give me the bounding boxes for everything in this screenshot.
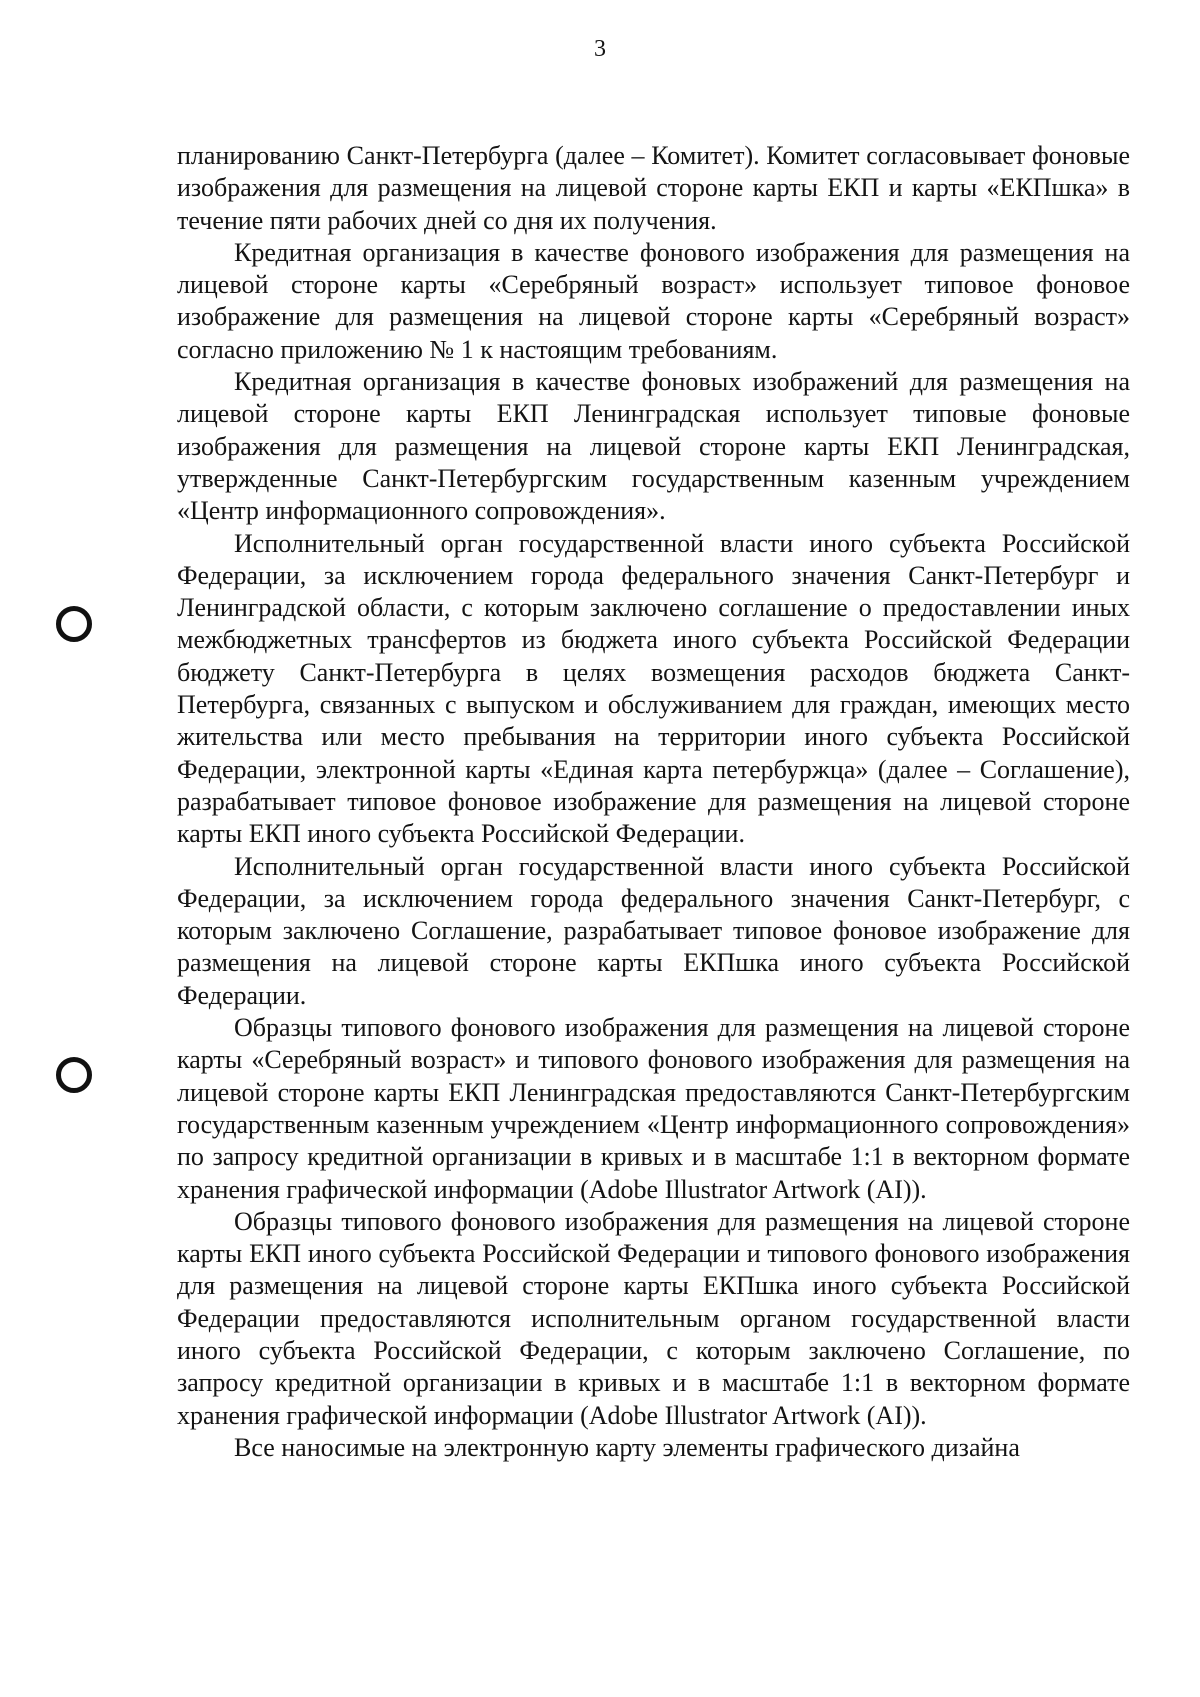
paragraph-4: Исполнительный орган государственной власти иного субъекта Российской Федерации, за исключением города федерального значения Санкт-Петербург и Ленинградской области, с которым заключено соглашение о предоставлении иных межбюджетных трансфертов из бюджета иного субъекта Российской Федерации бюджету Санкт-Петербурга в целях возмещения расходов бюджета Санкт-Петербурга, связанных с выпуском и обслуживанием для граждан, имеющих место жительства или место пребывания на территории иного субъекта Российской Федерации, электронной карты «Единая карта петербуржца» (далее – Соглашение), разрабатывает типовое фоновое изображение для размещения на лицевой стороне карты ЕКП иного субъекта Российской Федерации. <box>177 528 1130 849</box>
paragraph-8: Все наносимые на электронную карту элементы графического дизайна <box>234 1432 1020 1462</box>
document-body <box>177 140 1130 1464</box>
paragraph-7: Образцы типового фонового изображения для размещения на лицевой стороне карты ЕКП иного субъекта Российской Федерации и типового фонового изображения для размещения на лицевой стороне карты ЕКПшка иного субъекта Российской Федерации предоставляются исполнительным органом государственной власти иного субъекта Российской Федерации, с которым заключено Соглашение, по запросу кредитной организации в кривых и в масштабе 1:1 в векторном формате хранения графической информации (Adobe Illustrator Artwork (AI)). <box>177 1206 1130 1430</box>
page-number: 3 <box>594 36 606 62</box>
paragraph-2: Кредитная организация в качестве фонового изображения для размещения на лицевой стороне карты «Серебряный возраст» использует типовое фоновое изображение для размещения на лицевой стороне карты «Серебряный возраст» согласно приложению № 1 к настоящим требованиям. <box>177 237 1130 364</box>
paragraph-1: планированию Санкт-Петербурга (далее – Комитет). Комитет согласовывает фоновые изображения для размещения на лицевой стороне карты ЕКП и карты «ЕКПшка» в течение пяти рабочих дней со дня их получения. <box>177 141 1130 235</box>
paragraph-3: Кредитная организация в качестве фоновых изображений для размещения на лицевой стороне карты ЕКП Ленинградская использует типовые фоновые изображения для размещения на лицевой стороне карты ЕКП Ленинградская, утвержденные Санкт-Петербургским государственным казенным учреждением «Центр информационного сопровождения». <box>177 367 1130 526</box>
paragraph-5: Исполнительный орган государственной власти иного субъекта Российской Федерации, за исключением города федерального значения Санкт-Петербург, с которым заключено Соглашение, разрабатывает типовое фоновое изображение для размещения на лицевой стороне карты ЕКПшка иного субъекта Российской Федерации. <box>177 851 1130 1010</box>
paragraph-6: Образцы типового фонового изображения для размещения на лицевой стороне карты «Серебряный возраст» и типового фонового изображения для размещения на лицевой стороне карты ЕКП Ленинградская предоставляются Санкт-Петербургским государственным казенным учреждением «Центр информационного сопровождения» по запросу кредитной организации в кривых и в масштабе 1:1 в векторном формате хранения графической информации (Adobe Illustrator Artwork (AI)). <box>177 1013 1130 1204</box>
punch-hole-top <box>56 606 92 642</box>
punch-hole-bottom <box>56 1057 92 1093</box>
